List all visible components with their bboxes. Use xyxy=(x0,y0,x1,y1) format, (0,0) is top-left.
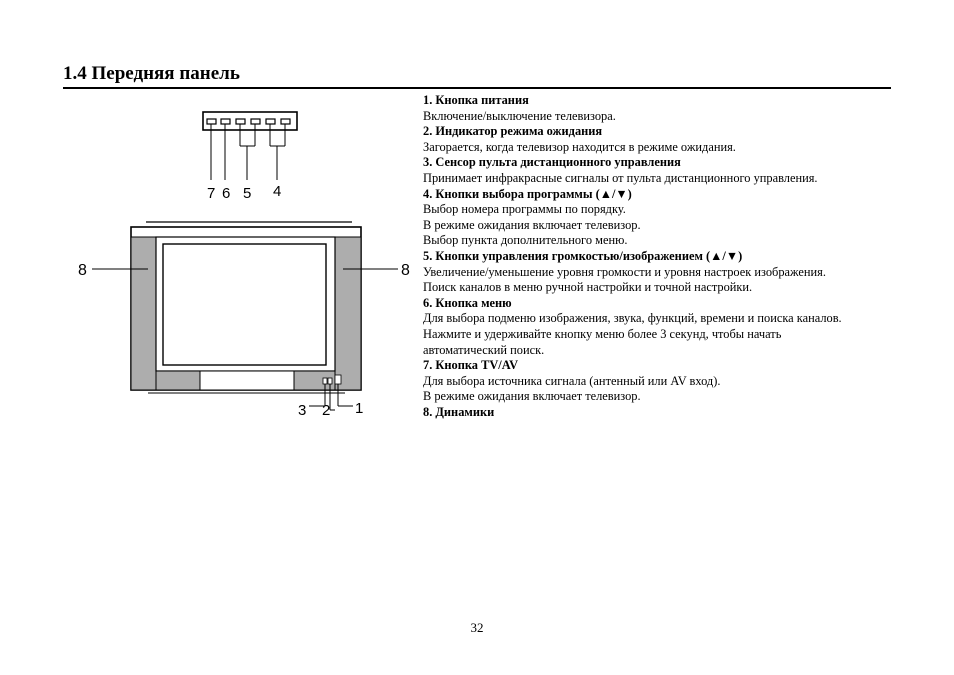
item-text: автоматический поиск. xyxy=(423,342,545,357)
item-text: Выбор пункта дополнительного меню. xyxy=(423,233,628,248)
item-title: 5. Кнопки управления громкостью/изображением (▲/▼) xyxy=(423,248,743,263)
callout-7: 7 xyxy=(207,185,216,202)
volume-down-button-icon xyxy=(236,119,245,124)
item-text: Выбор номера программы по порядку. xyxy=(423,202,626,217)
item-title: 4. Кнопки выбора программы (▲/▼) xyxy=(423,186,632,201)
page-number: 32 xyxy=(470,620,484,635)
item-text: Загорается, когда телевизор находится в режиме ожидания. xyxy=(423,139,736,154)
right-speaker xyxy=(335,237,361,390)
standby-indicator-icon xyxy=(328,378,332,384)
item-text: Принимает инфракрасные сигналы от пульта дистанционного управления. xyxy=(423,170,818,185)
program-up-button-icon xyxy=(281,119,290,124)
item-text: В режиме ожидания включает телевизор. xyxy=(423,389,641,404)
item-title: 7. Кнопка TV/AV xyxy=(423,358,519,373)
power-button-icon xyxy=(335,375,341,384)
item-text: Нажмите и удерживайте кнопку меню более 3 секунд, чтобы начать xyxy=(423,326,782,341)
callout-2: 2 xyxy=(322,402,331,419)
item-title: 6. Кнопка меню xyxy=(423,295,512,310)
volume-up-button-icon xyxy=(251,119,260,124)
tv-front-panel-diagram xyxy=(60,104,410,424)
item-text: В режиме ожидания включает телевизор. xyxy=(423,217,641,232)
callout-3: 3 xyxy=(298,402,307,419)
callout-4: 4 xyxy=(273,183,282,200)
item-text: Увеличение/уменьшение уровня громкости и уровня настроек изображения. xyxy=(423,264,826,279)
callout-6: 6 xyxy=(222,185,231,202)
top-callout-labels xyxy=(207,183,281,202)
tv-screen xyxy=(163,244,326,365)
program-down-button-icon xyxy=(266,119,275,124)
tv-av-button-icon xyxy=(207,119,216,124)
item-text: Для выбора источника сигнала (антенный или AV вход). xyxy=(423,373,721,388)
page-title: 1.4 Передняя панель xyxy=(63,63,240,84)
callout-8-right: 8 xyxy=(401,262,410,279)
left-speaker xyxy=(131,237,156,390)
callout-5: 5 xyxy=(243,185,252,202)
tv-body xyxy=(131,222,361,393)
control-panel-strip xyxy=(203,112,297,180)
item-text: Включение/выключение телевизора. xyxy=(423,108,616,123)
callout-1: 1 xyxy=(355,400,364,417)
menu-button-icon xyxy=(221,119,230,124)
control-descriptions xyxy=(423,93,893,420)
item-title: 2. Индикатор режима ожидания xyxy=(423,124,603,139)
item-title: 8. Динамики xyxy=(423,404,495,419)
remote-sensor-icon xyxy=(323,378,327,384)
callout-8-left: 8 xyxy=(78,262,87,279)
item-title: 1. Кнопка питания xyxy=(423,93,529,107)
item-title: 3. Сенсор пульта дистанционного управления xyxy=(423,155,681,170)
item-text: Для выбора подменю изображения, звука, функций, времени и поиска каналов. xyxy=(423,311,842,326)
title-divider xyxy=(63,87,891,89)
item-text: Поиск каналов в меню ручной настройки и точной настройки. xyxy=(423,280,753,295)
